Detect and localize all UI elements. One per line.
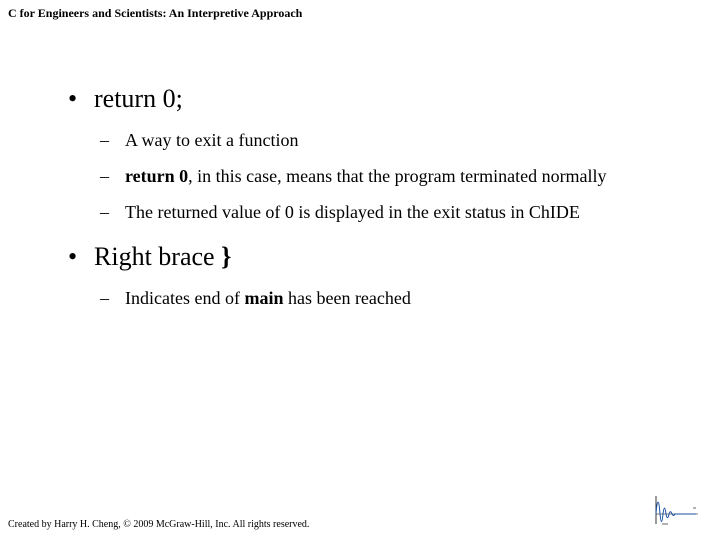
- sub-bullet-text: Indicates end of: [125, 288, 245, 308]
- damped-wave-logo-icon: [652, 494, 700, 528]
- sub-bullet-dash: –: [100, 130, 109, 150]
- bullet-text: Right brace: [94, 242, 222, 271]
- sub-bullet-dash: –: [100, 202, 109, 222]
- sub-bullet-exit-function: [100, 130, 298, 151]
- header-title: C for Engineers and Scientists: An Interpretive Approach: [8, 6, 303, 20]
- sub-bullet-dash: –: [100, 166, 109, 186]
- sub-bullet-text: has been reached: [283, 288, 411, 308]
- code-return-0: return 0: [125, 166, 189, 186]
- bullet-dot: •: [68, 242, 78, 271]
- sub-bullet-text: , in this case, means that the program terminated normally: [188, 166, 607, 186]
- bullet-dot: •: [68, 84, 78, 113]
- sub-bullet-dash: –: [100, 288, 109, 308]
- brace-symbol: }: [221, 242, 232, 271]
- sub-bullet-text: A way to exit a function: [125, 130, 299, 150]
- bullet-text: return 0;: [94, 84, 183, 113]
- footer-copyright: Created by Harry H. Cheng, © 2009 McGraw-Hill, Inc. All rights reserved.: [8, 519, 310, 530]
- sub-bullet-terminated-normally: [100, 166, 607, 187]
- sub-bullet-end-of-main: [100, 288, 411, 309]
- bullet-return-0: [68, 84, 183, 114]
- sub-bullet-text: The returned value of 0 is displayed in the exit status in ChIDE: [125, 202, 580, 222]
- code-main: main: [244, 288, 284, 308]
- bullet-right-brace: [68, 242, 231, 272]
- sub-bullet-exit-status: [100, 202, 580, 223]
